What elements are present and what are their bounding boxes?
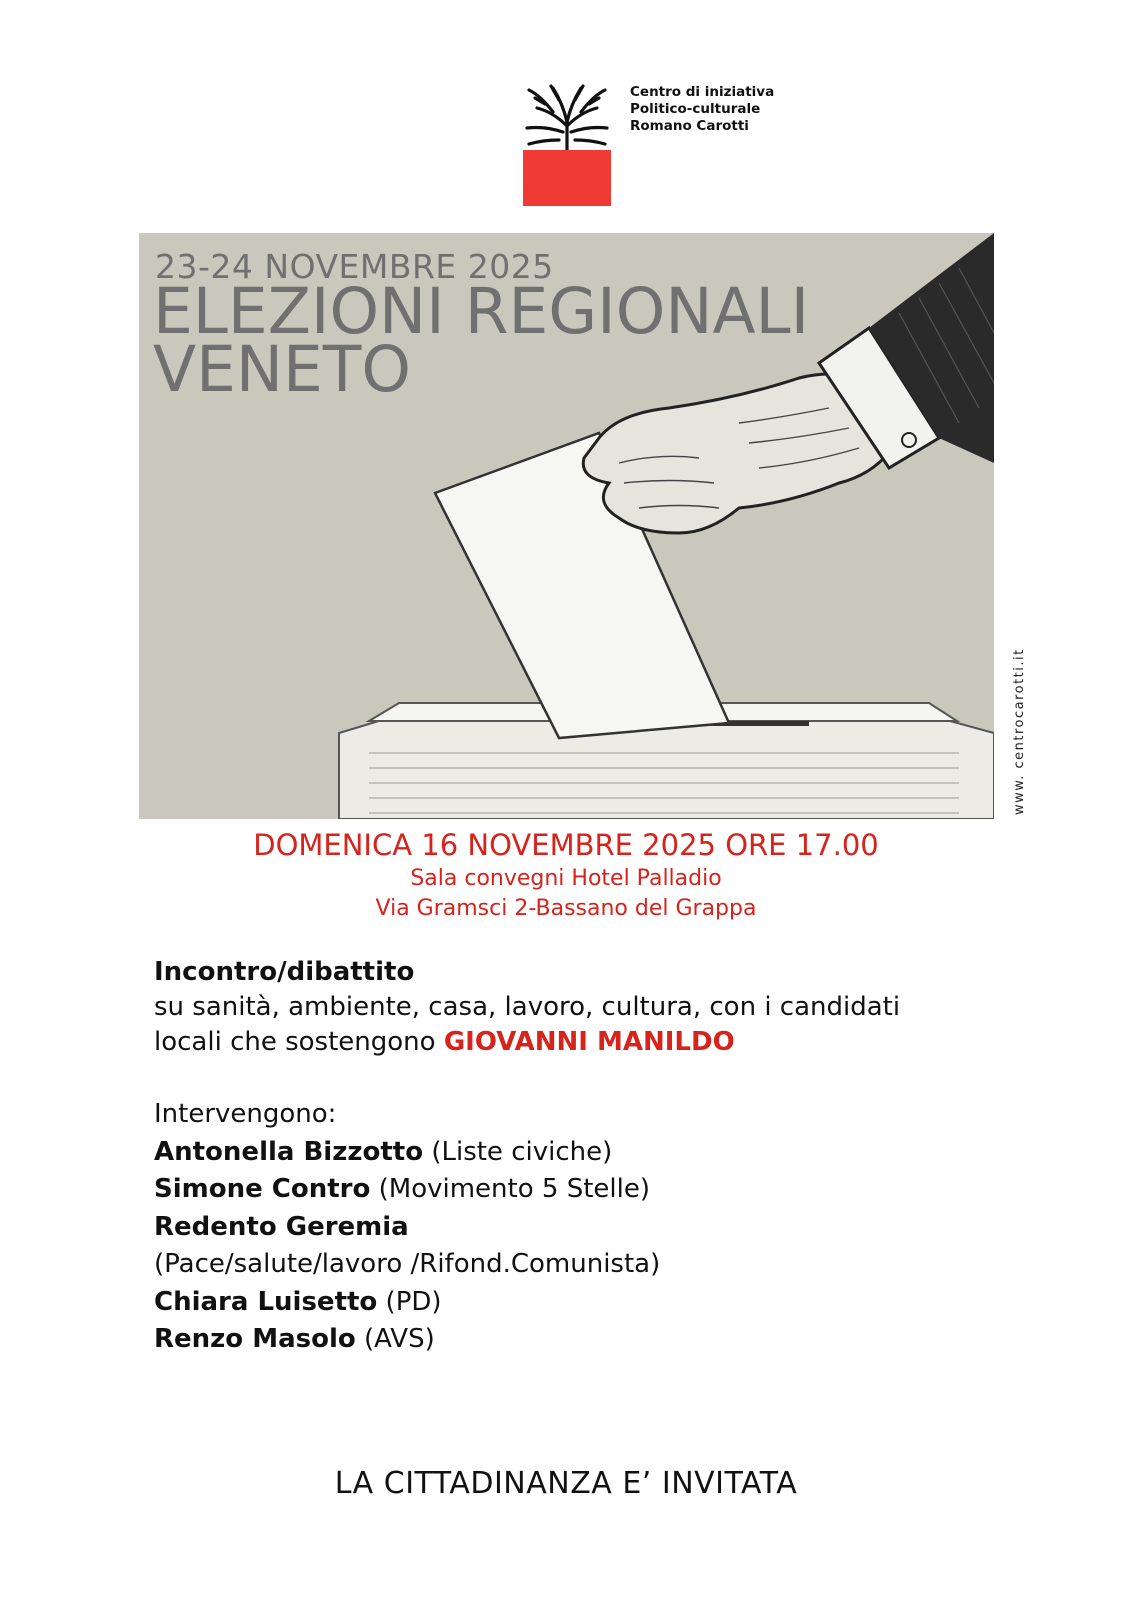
tree-icon — [523, 82, 611, 150]
description-line-1: su sanità, ambiente, casa, lavoro, cultura, con i candidati — [154, 992, 901, 1022]
logo-line-1: Centro di iniziativa — [630, 84, 775, 100]
event-venue: Sala convegni Hotel Palladio — [410, 866, 722, 891]
logo-tree-panel — [523, 82, 611, 150]
candidate-name: GIOVANNI MANILDO — [443, 1027, 735, 1057]
description-line-2 — [154, 1025, 994, 1060]
speakers-intro: Intervengono: — [154, 1099, 337, 1129]
speaker-name: Simone Contro — [154, 1174, 371, 1204]
election-title — [153, 275, 810, 406]
invitation-footer: LA CITTADINANZA E’ INVITATA — [334, 1466, 798, 1501]
speaker-item — [154, 1284, 994, 1322]
speaker-item — [154, 1134, 994, 1172]
speaker-name: Antonella Bizzotto — [154, 1136, 424, 1167]
event-address: Via Gramsci 2-Bassano del Grappa — [375, 896, 757, 921]
description-line-2-prefix: locali che sostengono — [154, 1027, 444, 1057]
logo-text — [630, 84, 774, 135]
speaker-item — [154, 1209, 994, 1247]
title-line-1: ELEZIONI REGIONALI — [153, 275, 810, 348]
speaker-affiliation: (Movimento 5 Stelle) — [370, 1174, 650, 1204]
logo-red-block — [523, 150, 611, 206]
speaker-affiliation: (Pace/salute/lavoro /Rifond.Comunista) — [154, 1249, 661, 1279]
speaker-affiliation: (Liste civiche) — [423, 1136, 613, 1167]
logo-line-3: Romano Carotti — [630, 118, 749, 134]
description-heading: Incontro/dibattito — [154, 957, 415, 987]
election-date: 23-24 NOVEMBRE 2025 — [155, 247, 554, 286]
logo-line-2: Politico-culturale — [630, 101, 761, 117]
hero-image — [139, 233, 994, 819]
speaker-item — [154, 1171, 994, 1209]
speaker-name: Renzo Masolo — [154, 1324, 356, 1354]
website-url: www. centrocarotti.it — [1012, 648, 1027, 815]
speaker-name: Redento Geremia — [154, 1211, 409, 1242]
event-date-time: DOMENICA 16 NOVEMBRE 2025 ORE 17.00 — [253, 828, 879, 862]
logo-mark — [523, 82, 611, 206]
event-description — [154, 955, 994, 1060]
speakers-list — [154, 1096, 994, 1359]
speaker-affiliation: (PD) — [377, 1286, 442, 1317]
speaker-affiliation: (AVS) — [355, 1324, 435, 1354]
title-line-2: VENETO — [153, 333, 411, 406]
speaker-item — [154, 1321, 994, 1359]
speaker-name: Chiara Luisetto — [154, 1286, 378, 1317]
speaker-item — [154, 1246, 994, 1284]
